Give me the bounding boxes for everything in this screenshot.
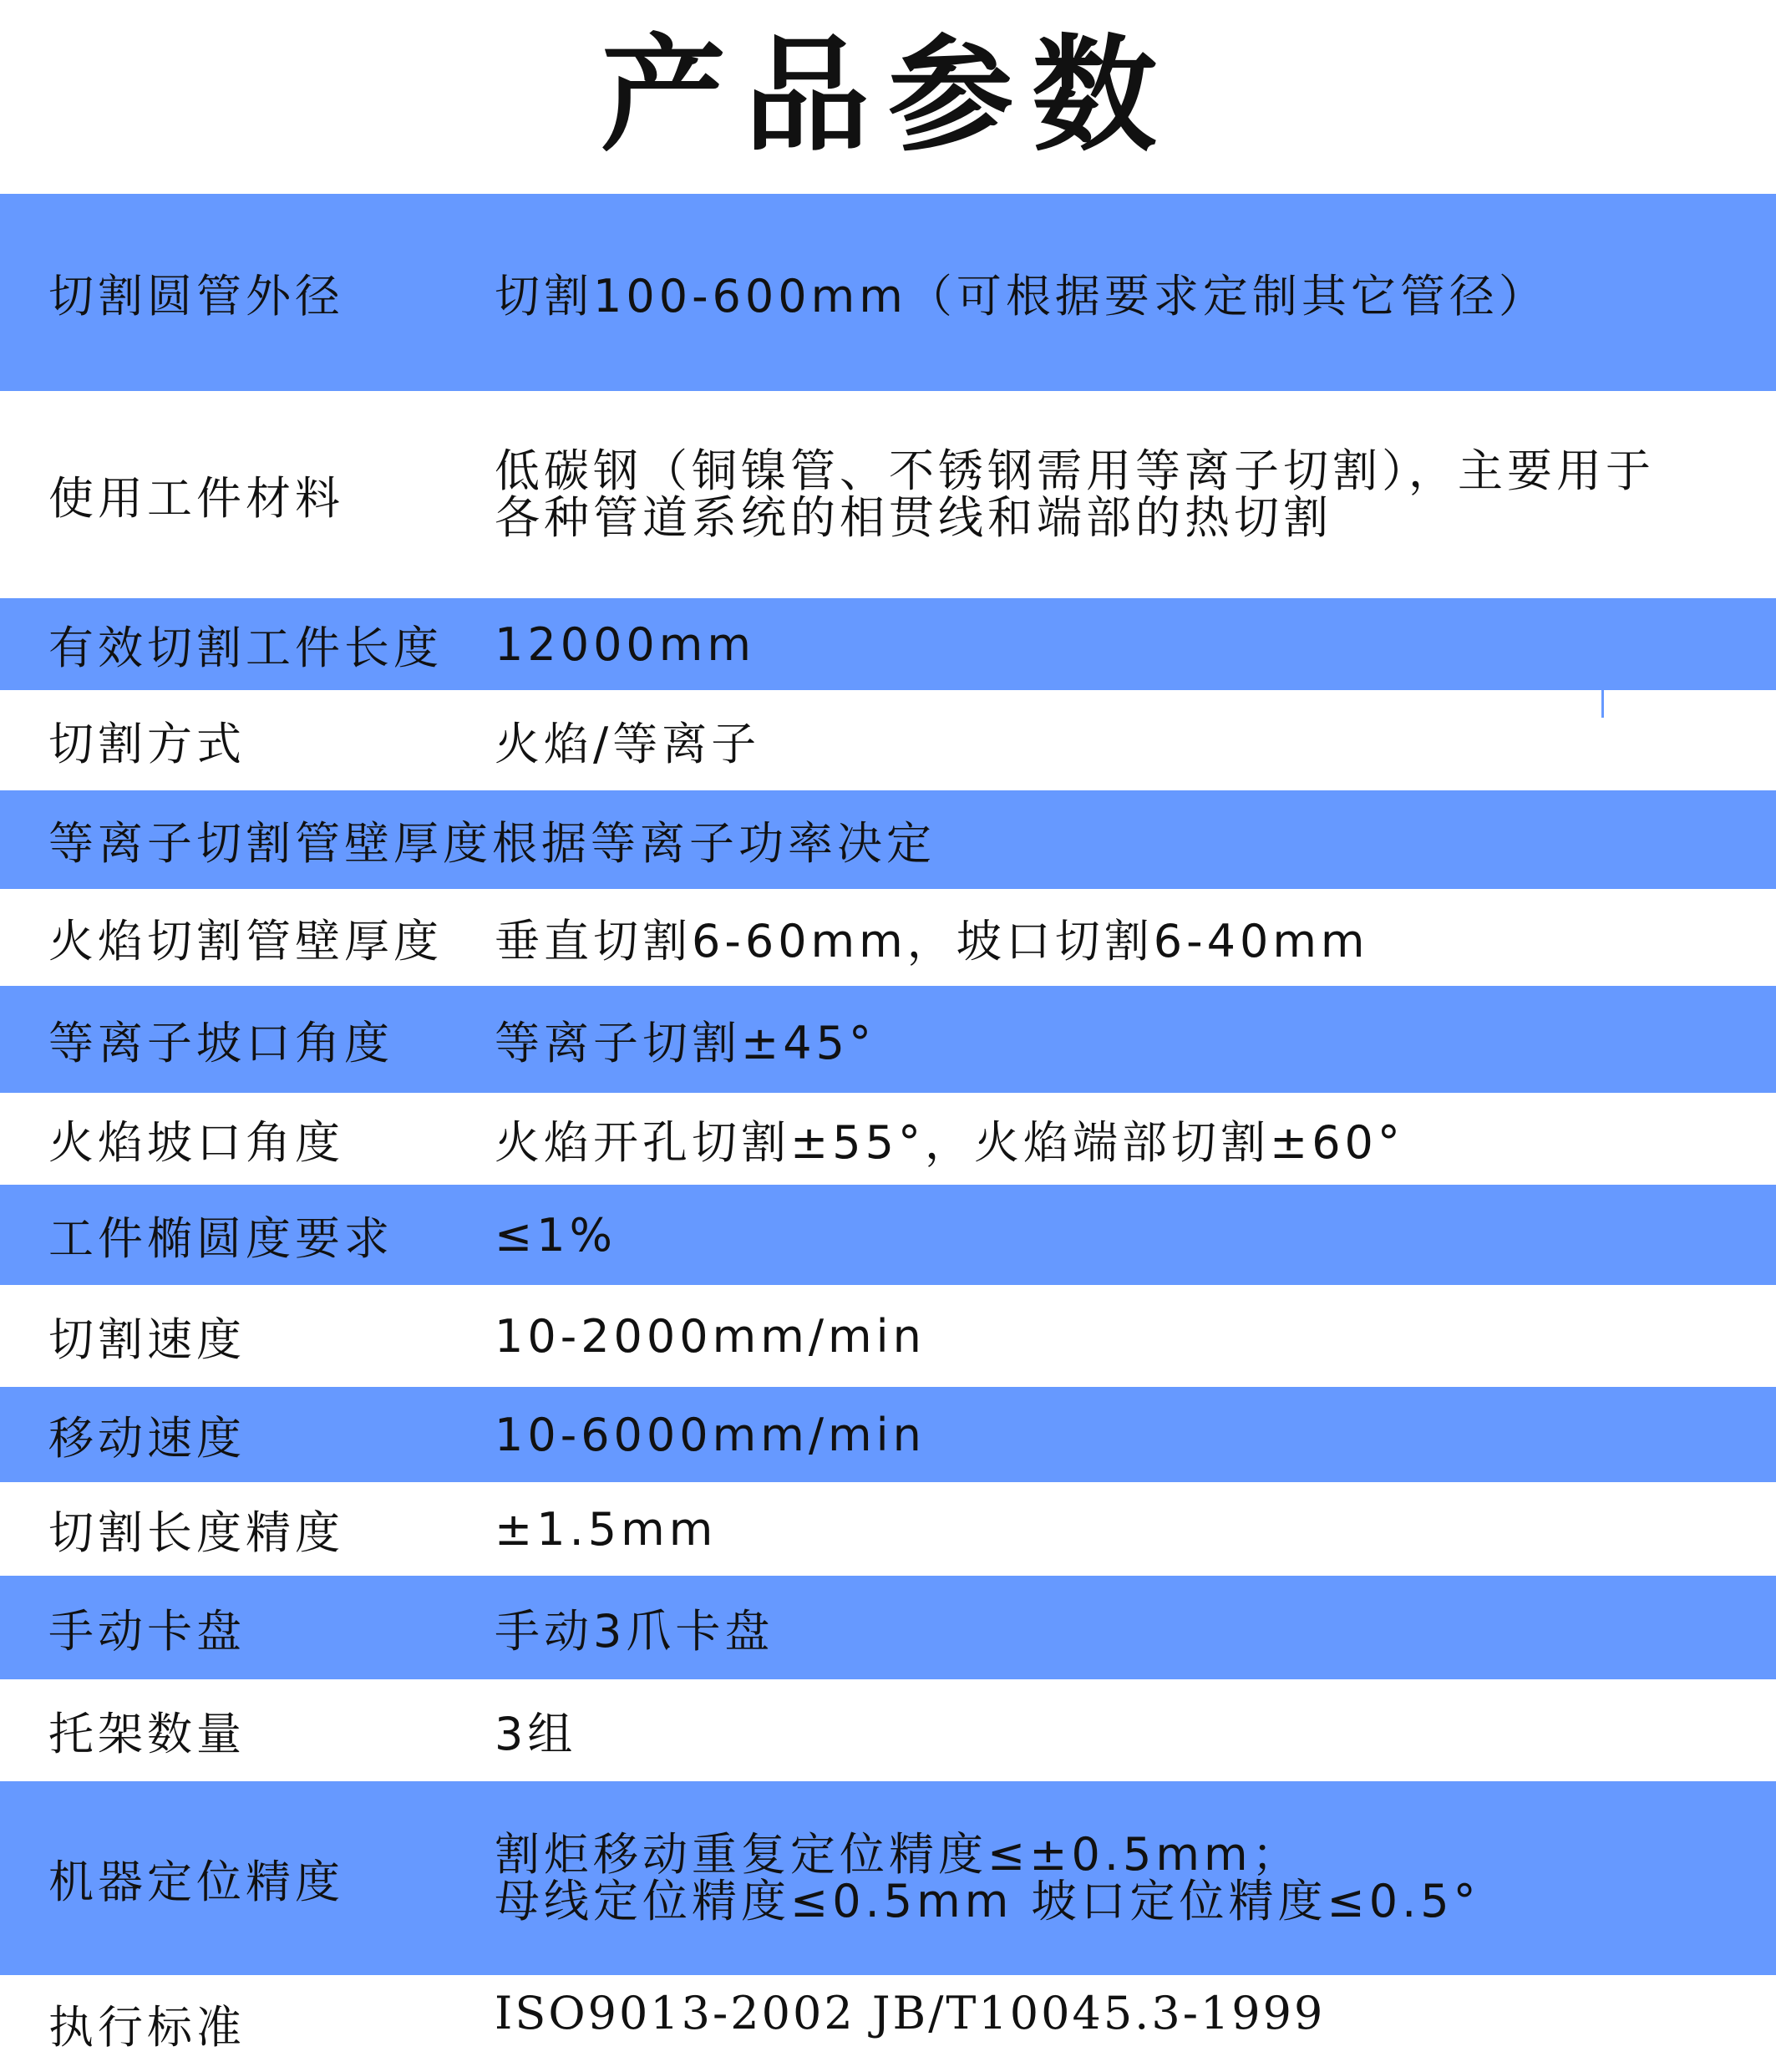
- spec-value: 10-6000mm/min: [495, 1408, 926, 1461]
- spec-value-line: 母线定位精度≤0.5mm 坡口定位精度≤0.5°: [495, 1875, 1480, 1927]
- spec-row-flame-thickness: [0, 889, 1776, 986]
- spec-row-plasma-bevel-angle: [0, 986, 1776, 1093]
- spec-value: 火焰/等离子: [495, 717, 761, 770]
- spec-label: 工件椭圆度要求: [48, 1211, 393, 1265]
- spec-value: 12000mm: [495, 617, 755, 671]
- spec-row-flame-bevel-angle: [0, 1093, 1776, 1185]
- spec-value: ±1.5mm: [495, 1502, 718, 1556]
- spec-value: 垂直切割6-60mm，坡口切割6-40mm: [495, 914, 1369, 967]
- divider-tick: [1601, 689, 1604, 718]
- spec-value: 手动3爪卡盘: [495, 1604, 774, 1658]
- spec-label: 移动速度: [48, 1411, 246, 1465]
- spec-row-material: [0, 391, 1776, 598]
- spec-row-length-accuracy: [0, 1482, 1776, 1576]
- spec-value: 10-2000mm/min: [495, 1309, 926, 1363]
- spec-row-cutting-method: [0, 690, 1776, 790]
- spec-row-pipe-diameter: [0, 194, 1776, 391]
- spec-label: 使用工件材料: [48, 471, 344, 525]
- spec-label: 火焰坡口角度: [48, 1115, 344, 1169]
- spec-label: 手动卡盘: [48, 1604, 246, 1658]
- spec-value: ≤1%: [495, 1208, 617, 1262]
- spec-value-line: 各种管道系统的相贯线和端部的热切割: [495, 491, 1332, 544]
- spec-label: 等离子坡口角度: [48, 1016, 393, 1069]
- spec-note: 等离子切割管壁厚度根据等离子功率决定: [48, 816, 936, 870]
- spec-value: 切割100-600mm（可根据要求定制其它管径）: [495, 269, 1548, 322]
- spec-label: 切割长度精度: [48, 1506, 344, 1559]
- spec-row-travel-speed: [0, 1387, 1776, 1482]
- spec-row-ovality: [0, 1185, 1776, 1285]
- spec-value: 3组: [495, 1707, 577, 1760]
- spec-value: [495, 1781, 1748, 1975]
- spec-label: 机器定位精度: [48, 1855, 344, 1908]
- spec-label: 切割圆管外径: [48, 269, 344, 322]
- spec-row-manual-chuck: [0, 1576, 1776, 1679]
- spec-row-cutting-speed: [0, 1285, 1776, 1387]
- spec-label: 切割速度: [48, 1313, 246, 1366]
- spec-row-bracket-count: [0, 1679, 1776, 1781]
- spec-value: 等离子切割±45°: [495, 1016, 875, 1069]
- spec-value: ISO9013-2002 JB/T10045.3-1999: [495, 1987, 1326, 2039]
- spec-label: 火焰切割管壁厚度: [48, 914, 443, 967]
- spec-row-standard: [0, 1975, 1776, 2072]
- spec-value: 火焰开孔切割±55°，火焰端部切割±60°: [495, 1115, 1404, 1169]
- spec-row-effective-length: [0, 598, 1776, 690]
- spec-label: 切割方式: [48, 717, 246, 770]
- spec-label: 有效切割工件长度: [48, 621, 443, 674]
- page-title: 产品参数: [600, 23, 1175, 169]
- spec-label: 执行标准: [48, 2000, 246, 2054]
- spec-row-positioning-accuracy: [0, 1781, 1776, 1975]
- spec-value: [495, 391, 1748, 598]
- spec-value-line: 低碳钢（铜镍管、不锈钢需用等离子切割），主要用于: [495, 444, 1655, 497]
- spec-value-line: 割炬移动重复定位精度≤±0.5mm；: [495, 1828, 1302, 1881]
- spec-row-plasma-thickness-note: [0, 790, 1776, 889]
- spec-label: 托架数量: [48, 1707, 246, 1760]
